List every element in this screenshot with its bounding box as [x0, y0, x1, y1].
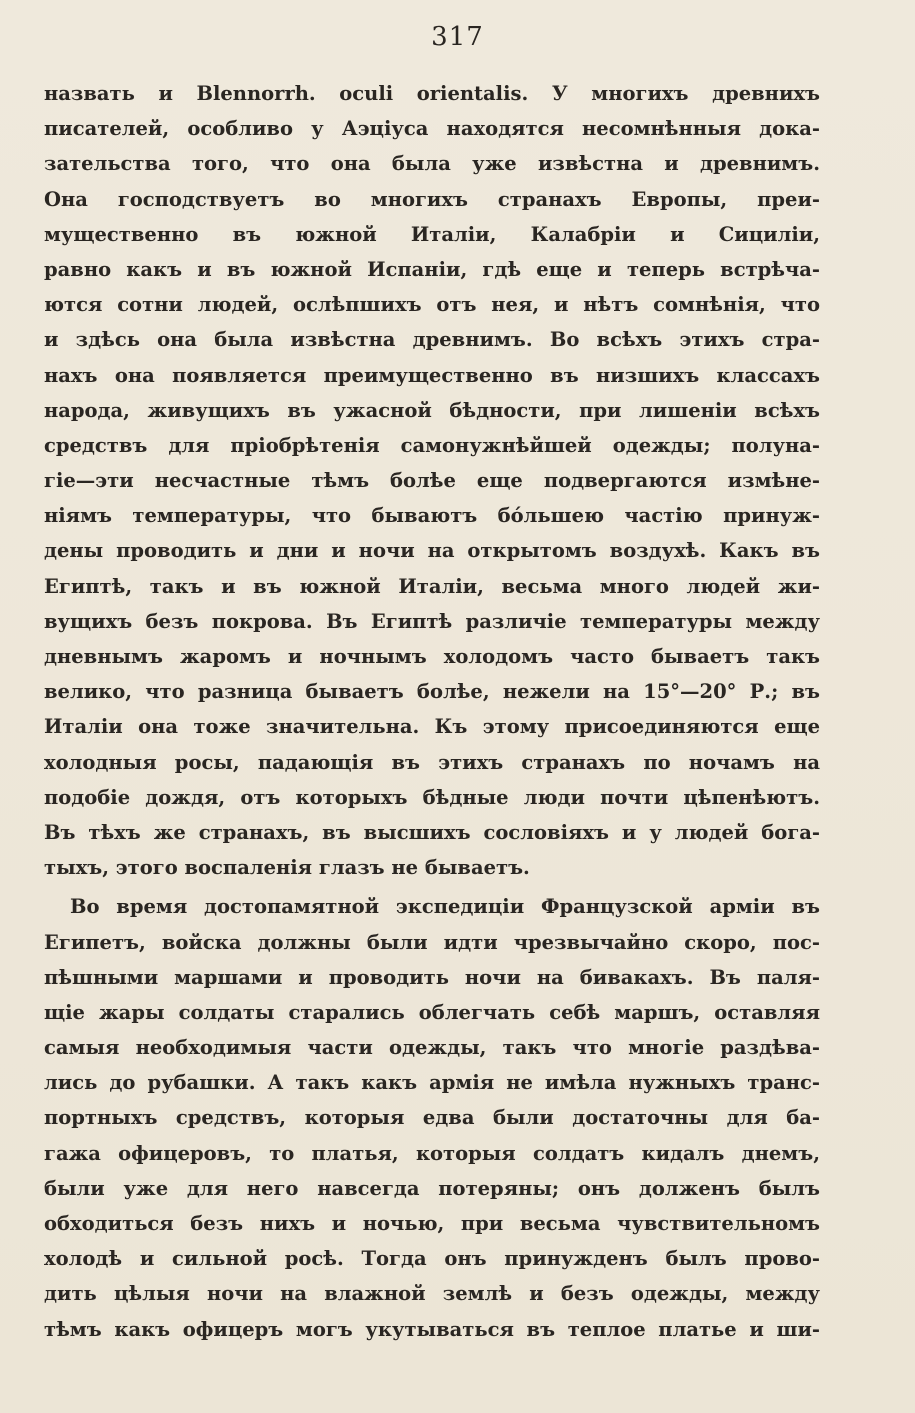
text-line: Во время достопамятной экспедиціи Французской арміи въ [70, 895, 820, 919]
text-line: тѣмъ какъ офицеръ могъ укутываться въ теплое платье и ши- [44, 1317, 820, 1341]
text-line: пѣшными маршами и проводить ночи на бивакахъ. Въ паля- [44, 965, 820, 989]
text-line: писателей, особливо у Аэціуса находятся несомнѣнныя дока- [44, 117, 820, 141]
text-line: гажа офицеровъ, то платья, которыя солдатъ кидалъ днемъ, [44, 1141, 820, 1165]
text-line: тыхъ, этого воспаленія глазъ не бываетъ. [44, 856, 530, 880]
text-line: Италіи она тоже значительна. Къ этому присоединяются еще [44, 715, 820, 739]
text-line: ніямъ температуры, что бываютъ бо́льшею частію принуж- [44, 504, 820, 528]
text-line: портныхъ средствъ, которыя едва были достаточны для ба- [44, 1106, 820, 1130]
text-line: Египетъ, войска должны были идти чрезвычайно скоро, пос- [44, 930, 820, 954]
text-line: подобіе дождя, отъ которыхъ бѣдные люди почти цѣпенѣютъ. [44, 785, 820, 809]
text-line: холодныя росы, падающія въ этихъ странахъ по ночамъ на [44, 750, 820, 774]
paragraph-1 [44, 76, 820, 885]
text-line: дены проводить и дни и ночи на открытомъ воздухѣ. Какъ въ [44, 539, 820, 563]
text-line: зательства того, что она была уже извѣстна и древнимъ. [44, 152, 820, 176]
page-number: 317 [431, 22, 484, 52]
text-line: дневнымъ жаромъ и ночнымъ холодомъ часто бываетъ такъ [44, 645, 820, 668]
text-line: вущихъ безъ покрова. Въ Египтѣ различіе температуры между [44, 609, 820, 633]
text-line: дить цѣлыя ночи на влажной землѣ и безъ одежды, между [44, 1282, 820, 1306]
text-line: самыя необходимыя части одежды, такъ что многіе раздѣва- [44, 1036, 820, 1060]
body-text [44, 76, 820, 1347]
text-line: равно какъ и въ южной Испаніи, гдѣ еще и теперь встрѣча- [44, 257, 820, 281]
text-line: лись до рубашки. А такъ какъ армія не имѣла нужныхъ транс- [44, 1071, 820, 1095]
text-line: народа, живущихъ въ ужасной бѣдности, при лишеніи всѣхъ [44, 398, 820, 422]
text-line: Египтѣ, такъ и въ южной Италіи, весьма много людей жи- [44, 574, 820, 598]
text-line: назвать и Blennorrh. oculi orientalis. У многихъ древнихъ [44, 82, 820, 105]
text-line: были уже для него навсегда потеряны; онъ долженъ былъ [44, 1176, 820, 1200]
text-line: ются сотни людей, ослѣпшихъ отъ нея, и нѣтъ сомнѣнія, что [44, 293, 820, 317]
paragraph-2 [44, 889, 820, 1346]
text-line: велико, что разница бываетъ болѣе, нежели на 15°—20° Р.; въ [44, 680, 820, 704]
text-line: щіе жары солдаты старались облегчать себѣ маршъ, оставляя [44, 1000, 820, 1024]
text-line: мущественно въ южной Италіи, Калабріи и Сициліи, [44, 222, 820, 246]
text-line: гіе—эти несчастные тѣмъ болѣе еще подвергаются измѣне- [44, 469, 820, 493]
text-line: холодѣ и сильной росѣ. Тогда онъ принужденъ былъ прово- [44, 1247, 820, 1271]
text-line: нахъ она появляется преимущественно въ низшихъ классахъ [44, 363, 820, 387]
text-line: обходиться безъ нихъ и ночью, при весьма чувствительномъ [44, 1212, 820, 1235]
text-line: средствъ для пріобрѣтенія самонужнѣйшей одежды; полуна- [44, 433, 820, 457]
text-line: и здѣсь она была извѣстна древнимъ. Во всѣхъ этихъ стра- [44, 328, 820, 352]
text-line: Она господствуетъ во многихъ странахъ Европы, преи- [44, 187, 820, 211]
text-line: Въ тѣхъ же странахъ, въ высшихъ сословіяхъ и у людей бога- [44, 820, 820, 844]
